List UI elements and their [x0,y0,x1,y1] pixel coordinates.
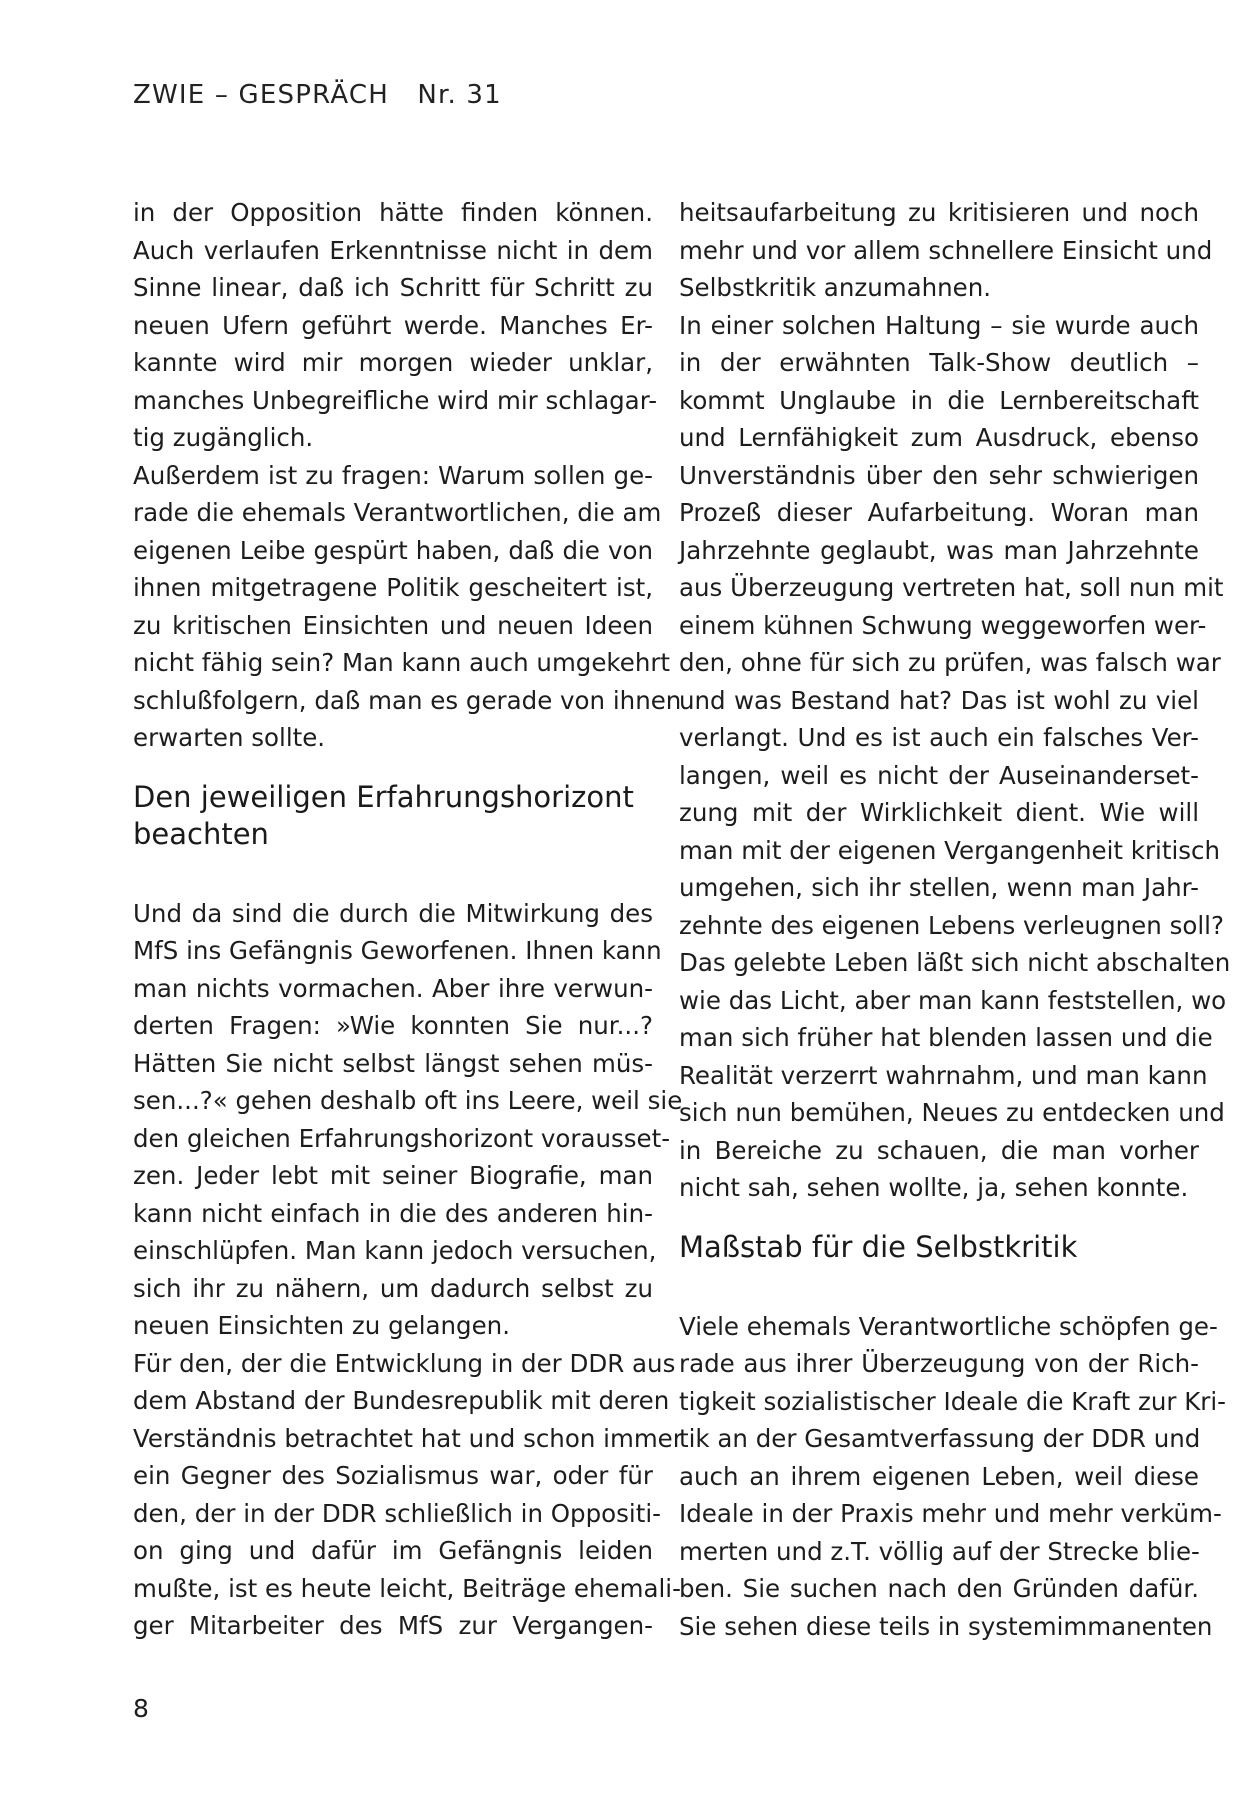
running-head: ZWIE – GESPRÄCH Nr. 31 [133,80,502,110]
text-line: ger Mitarbeiter des MfS zur Vergangen- [133,1611,653,1640]
text-line: den, ohne für sich zu prüfen, was falsch war [679,648,1221,677]
paragraph [133,457,682,757]
text-line: on ging und dafür im Gefängnis leiden [133,1536,653,1565]
text-line: kommt Unglaube in die Lernbereitschaft [679,385,1199,415]
text-line: rade aus ihrer Überzeugung von der Rich- [679,1349,1199,1378]
text-line: und Lernfähigkeit zum Ausdruck, ebenso [679,423,1199,452]
text-line: mehr und vor allem schnellere Einsicht und [679,235,1213,265]
text-line: den gleichen Erfahrungshorizont vorausset- [133,1123,671,1153]
text-line: wie das Licht, aber man kann feststellen, wo [679,985,1227,1015]
text-line: langen, weil es nicht der Auseinanderset- [679,760,1199,790]
text-line: MfS ins Gefängnis Geworfenen. Ihnen kann [133,936,662,965]
text-line: neuen Einsichten zu gelangen. [133,1311,510,1340]
paragraph [133,1345,683,1645]
text-line: Hätten Sie nicht selbst längst sehen müs- [133,1048,653,1078]
paragraph [133,194,658,457]
text-line: tigkeit sozialistischer Ideale die Kraft zur Kri- [679,1386,1227,1416]
text-line: nicht fähig sein? Man kann auch umgekehrt [133,648,671,677]
text-line: aus Überzeugung vertreten hat, soll nun mit [679,573,1224,602]
text-line: erwarten sollte. [133,723,326,752]
text-line: Prozeß dieser Aufarbeitung. Woran man [679,498,1199,527]
text-line: Viele ehemals Verantwortliche schöpfen ge- [679,1311,1218,1341]
text-line: nicht sah, sehen wollte, ja, sehen konnte. [679,1173,1189,1202]
text-line: den, der in der DDR schließlich in Oppositi- [133,1498,661,1528]
text-line: in Bereiche zu schauen, die man vorher [679,1135,1199,1165]
text-line: Sie sehen diese teils in systemimmanenten [679,1611,1213,1641]
text-line: ben. Sie suchen nach den Gründen dafür. [679,1574,1199,1603]
heading-line: Maßstab für die Selbstkritik [679,1229,1078,1264]
text-line: tik an der Gesamtverfassung der DDR und [679,1424,1201,1453]
section-heading [133,779,653,853]
right-column [679,194,1231,1645]
text-line: Und da sind die durch die Mitwirkung des [133,898,653,928]
heading-line: beachten [133,816,269,851]
text-line: umgehen, sich ihr stellen, wenn man Jahr- [679,873,1199,902]
text-line: Selbstkritik anzumahnen. [679,273,992,302]
paragraph [679,1308,1227,1646]
text-line: schlußfolgern, daß man es gerade von ihnen [133,685,682,715]
text-line: kannte wird mir morgen wieder unklar, [133,348,653,377]
text-line: Auch verlaufen Erkenntnisse nicht in dem [133,235,653,265]
page-number: 8 [133,1694,149,1723]
text-line: verlangt. Und es ist auch ein falsches Ver- [679,723,1199,752]
paragraph [679,307,1231,1207]
section-heading [679,1229,1199,1266]
paragraph [133,895,683,1345]
text-line: In einer solchen Haltung – sie wurde auch [679,310,1199,340]
text-line: tig zugänglich. [133,423,314,452]
text-line: ihnen mitgetragene Politik gescheitert ist, [133,573,653,602]
text-line: Realität verzerrt wahrnahm, und man kann [679,1060,1208,1090]
text-line: einschlüpfen. Man kann jedoch versuchen, [133,1236,657,1265]
text-line: Ideale in der Praxis mehr und mehr verküm- [679,1499,1222,1528]
text-line: ein Gegner des Sozialismus war, oder für [133,1461,653,1490]
text-line: Außerdem ist zu fragen: Warum sollen ge- [133,460,653,490]
text-line: sen...?« gehen deshalb oft ins Leere, weil sie [133,1086,683,1115]
text-line: Unverständnis über den sehr schwierigen [679,460,1199,490]
text-line: Jahrzehnte geglaubt, was man Jahrzehnte [679,535,1199,565]
text-line: sich ihr zu nähern, um dadurch selbst zu [133,1273,653,1303]
text-line: Sinne linear, daß ich Schritt für Schritt zu [133,273,653,302]
text-line: in der Opposition hätte finden können. [133,198,653,227]
text-line: rade die ehemals Verantwortlichen, die am [133,498,662,527]
text-line: Verständnis betrachtet hat und schon immer [133,1423,683,1453]
text-line: und was Bestand hat? Das ist wohl zu viel [679,685,1199,715]
text-line: eigenen Leibe gespürt haben, daß die von [133,535,653,565]
text-line: Das gelebte Leben läßt sich nicht abschalten [679,948,1231,977]
text-line: man nichts vormachen. Aber ihre verwun- [133,973,653,1003]
text-line: man mit der eigenen Vergangenheit kritisch [679,835,1221,865]
text-line: manches Unbegreifliche wird mir schlagar- [133,385,658,415]
text-line: zu kritischen Einsichten und neuen Ideen [133,610,653,640]
text-line: kann nicht einfach in die des anderen hin- [133,1198,653,1228]
left-column [133,194,683,1645]
text-line: Für den, der die Entwicklung in der DDR aus [133,1348,676,1378]
text-line: merten und z.T. völlig auf der Strecke blie- [679,1536,1200,1566]
text-line: auch an ihrem eigenen Leben, weil diese [679,1461,1199,1491]
paragraph [679,194,1213,307]
text-line: in der erwähnten Talk-Show deutlich – [679,348,1199,377]
text-line: sich nun bemühen, Neues zu entdecken und [679,1098,1225,1127]
text-line: zehnte des eigenen Lebens verleugnen soll? [679,910,1224,940]
text-line: zung mit der Wirklichkeit dient. Wie will [679,798,1199,827]
text-line: mußte, ist es heute leicht, Beiträge ehemali- [133,1573,681,1603]
heading-line: Den jeweiligen Erfahrungshorizont [133,779,634,814]
text-line: heitsaufarbeitung zu kritisieren und noch [679,198,1199,227]
text-line: man sich früher hat blenden lassen und die [679,1023,1213,1052]
text-line: zen. Jeder lebt mit seiner Biografie, man [133,1161,653,1190]
text-line: einem kühnen Schwung weggeworfen wer- [679,610,1207,640]
text-line: dem Abstand der Bundesrepublik mit deren [133,1386,670,1415]
text-line: neuen Ufern geführt werde. Manches Er- [133,310,653,340]
text-line: derten Fragen: »Wie konnten Sie nur...? [133,1011,653,1040]
